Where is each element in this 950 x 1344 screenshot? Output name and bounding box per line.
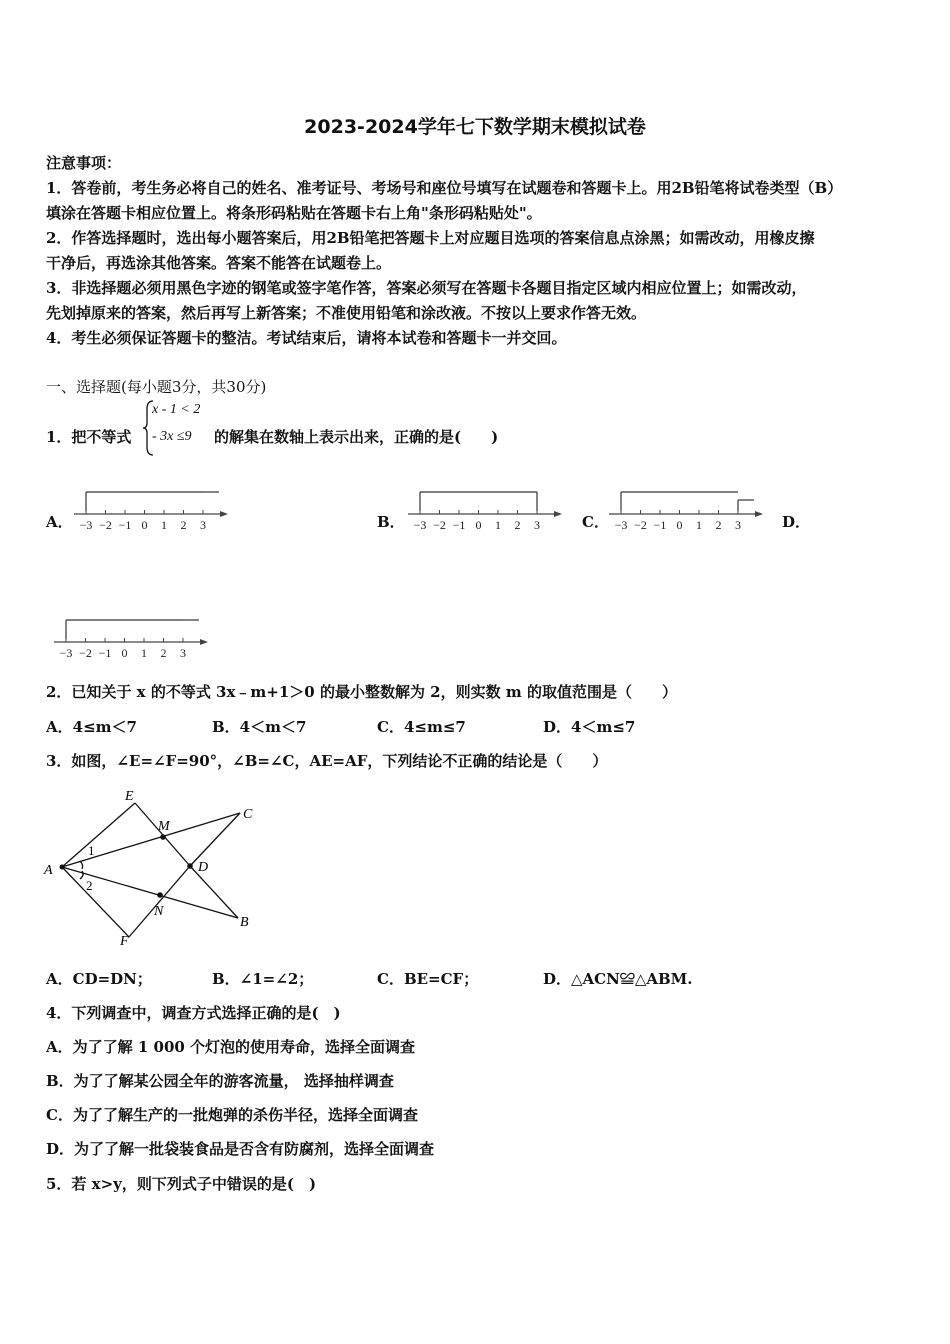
q1-option-d-label: D． bbox=[782, 513, 811, 531]
notice-heading: 注意事项： bbox=[46, 154, 122, 172]
tick-label: −1 bbox=[653, 518, 667, 532]
tick-label: 0 bbox=[475, 518, 482, 532]
q4-option-a: A．为了了解 1 000 个灯泡的使用寿命，选择全面调查 bbox=[46, 1038, 416, 1056]
tick-label: 1 bbox=[161, 518, 167, 532]
label-a: A bbox=[44, 863, 53, 878]
geometry-figure bbox=[40, 785, 270, 955]
page-title: 2023-2024学年七下数学期末模拟试卷 bbox=[304, 116, 646, 138]
q4-stem: 4．下列调查中，调查方式选择正确的是( ) bbox=[46, 1004, 341, 1022]
notice-line: 1．答卷前，考生务必将自己的姓名、准考证号、考场号和座位号填写在试题卷和答题卡上。用2B铅笔将试卷类型（B） bbox=[46, 179, 843, 197]
number-line-c bbox=[605, 484, 775, 536]
q1-option-c-label: C． bbox=[582, 513, 609, 531]
tick-label: 1 bbox=[141, 646, 147, 660]
q3-option-a: A．CD=DN； bbox=[46, 970, 152, 988]
q2-option-a: A．4≤m＜7 bbox=[46, 718, 137, 736]
number-line-d bbox=[50, 612, 220, 664]
tick-label: −1 bbox=[452, 518, 466, 532]
tick-label: −3 bbox=[614, 518, 628, 532]
axis-arrow-icon bbox=[755, 511, 763, 517]
label-f: F bbox=[120, 934, 129, 949]
notice-line: 2．作答选择题时，选出每小题答案后，用2B铅笔把答题卡上对应题目选项的答案信息点涂黑；如需改动，用橡皮擦 bbox=[46, 229, 815, 247]
tick-label: 0 bbox=[141, 518, 148, 532]
point-d bbox=[187, 863, 193, 869]
tick-label: 0 bbox=[121, 646, 128, 660]
q4-option-c: C．为了了解生产的一批炮弹的杀伤半径，选择全面调查 bbox=[46, 1106, 418, 1124]
q4-option-b: B．为了了解某公园全年的游客流量， 选择抽样调查 bbox=[46, 1072, 394, 1090]
angle-arc-1 bbox=[80, 861, 83, 869]
q3-option-b: B．∠1=∠2； bbox=[212, 970, 314, 988]
angle-label-1: 1 bbox=[88, 843, 95, 858]
tick-label: 3 bbox=[735, 518, 741, 532]
tick-label: 1 bbox=[495, 518, 501, 532]
q1-option-b-label: B． bbox=[377, 513, 405, 531]
tick-label: −1 bbox=[98, 646, 112, 660]
label-e: E bbox=[125, 789, 134, 804]
tick-label: 0 bbox=[676, 518, 683, 532]
q2-option-c: C．4≤m≤7 bbox=[377, 718, 466, 736]
q1-option-a-label: A． bbox=[46, 513, 73, 531]
tick-label: 3 bbox=[200, 518, 206, 532]
q3-option-c: C．BE=CF； bbox=[377, 970, 479, 988]
label-n: N bbox=[154, 904, 164, 919]
tick-label: −3 bbox=[79, 518, 93, 532]
segment-ae bbox=[62, 803, 135, 867]
tick-label: 3 bbox=[180, 646, 186, 660]
q2-option-b: B．4＜m＜7 bbox=[212, 718, 307, 736]
label-b: B bbox=[240, 915, 249, 930]
q4-option-d: D．为了了解一批袋装食品是否含有防腐剂，选择全面调查 bbox=[46, 1140, 435, 1158]
number-line-b bbox=[404, 484, 574, 536]
label-d: D bbox=[198, 860, 209, 875]
point-a bbox=[60, 865, 65, 870]
tick-label: −1 bbox=[118, 518, 132, 532]
notice-line: 干净后，再选涂其他答案。答案不能答在试题卷上。 bbox=[46, 254, 392, 272]
tick-label: −2 bbox=[433, 518, 446, 532]
tick-label: 3 bbox=[534, 518, 540, 532]
tick-label: −3 bbox=[413, 518, 427, 532]
axis-arrow-icon bbox=[220, 511, 228, 517]
notice-line: 填涂在答题卡相应位置上。将条形码粘贴在答题卡右上角"条形码粘贴处"。 bbox=[46, 204, 542, 222]
number-line-a bbox=[70, 484, 240, 536]
q2-stem: 2．已知关于 x 的不等式 3x﹣m+1＞0 的最小整数解为 2，则实数 m 的取值范围是（ ） bbox=[46, 683, 677, 701]
q3-stem: 3．如图，∠E=∠F=90°，∠B=∠C，AE=AF，下列结论不正确的结论是（ ） bbox=[46, 752, 608, 770]
segment-af bbox=[62, 867, 129, 937]
q1-suffix: 的解集在数轴上表示出来，正确的是( ) bbox=[214, 428, 499, 446]
q2-option-d: D．4＜m≤7 bbox=[543, 718, 636, 736]
q1-system-line-1: x - 1 < 2 bbox=[152, 402, 201, 417]
tick-label: 2 bbox=[514, 518, 521, 532]
q1-prefix: 1．把不等式 bbox=[46, 428, 132, 446]
label-m: M bbox=[158, 819, 170, 834]
angle-label-2: 2 bbox=[86, 878, 93, 893]
q5-stem: 5．若 x>y，则下列式子中错误的是( ) bbox=[46, 1175, 317, 1193]
notice-line: 4．考生必须保证答题卡的整洁。考试结束后，请将本试卷和答题卡一并交回。 bbox=[46, 329, 567, 347]
tick-label: −2 bbox=[99, 518, 112, 532]
point-m bbox=[160, 834, 166, 840]
point-n bbox=[157, 892, 163, 898]
tick-label: 2 bbox=[180, 518, 187, 532]
tick-label: −3 bbox=[59, 646, 73, 660]
tick-label: 1 bbox=[696, 518, 702, 532]
axis-arrow-icon bbox=[554, 511, 562, 517]
tick-label: 2 bbox=[160, 646, 167, 660]
tick-label: 2 bbox=[715, 518, 722, 532]
notice-line: 3．非选择题必须用黑色字迹的钢笔或签字笔作答，答案必须写在答题卡各题目指定区域内相应位置上；如需改动， bbox=[46, 279, 807, 297]
section-heading: 一、选择题(每小题3分，共30分) bbox=[46, 378, 267, 396]
notice-line: 先划掉原来的答案，然后再写上新答案；不准使用铅笔和涂改液。不按以上要求作答无效。 bbox=[46, 304, 647, 322]
q1-system-line-2: - 3x ≤9 bbox=[152, 429, 192, 444]
label-c: C bbox=[243, 807, 253, 822]
tick-label: −2 bbox=[634, 518, 647, 532]
q3-option-d: D．△ACN≌△ABM. bbox=[543, 970, 693, 988]
tick-label: −2 bbox=[79, 646, 92, 660]
axis-arrow-icon bbox=[200, 639, 208, 645]
